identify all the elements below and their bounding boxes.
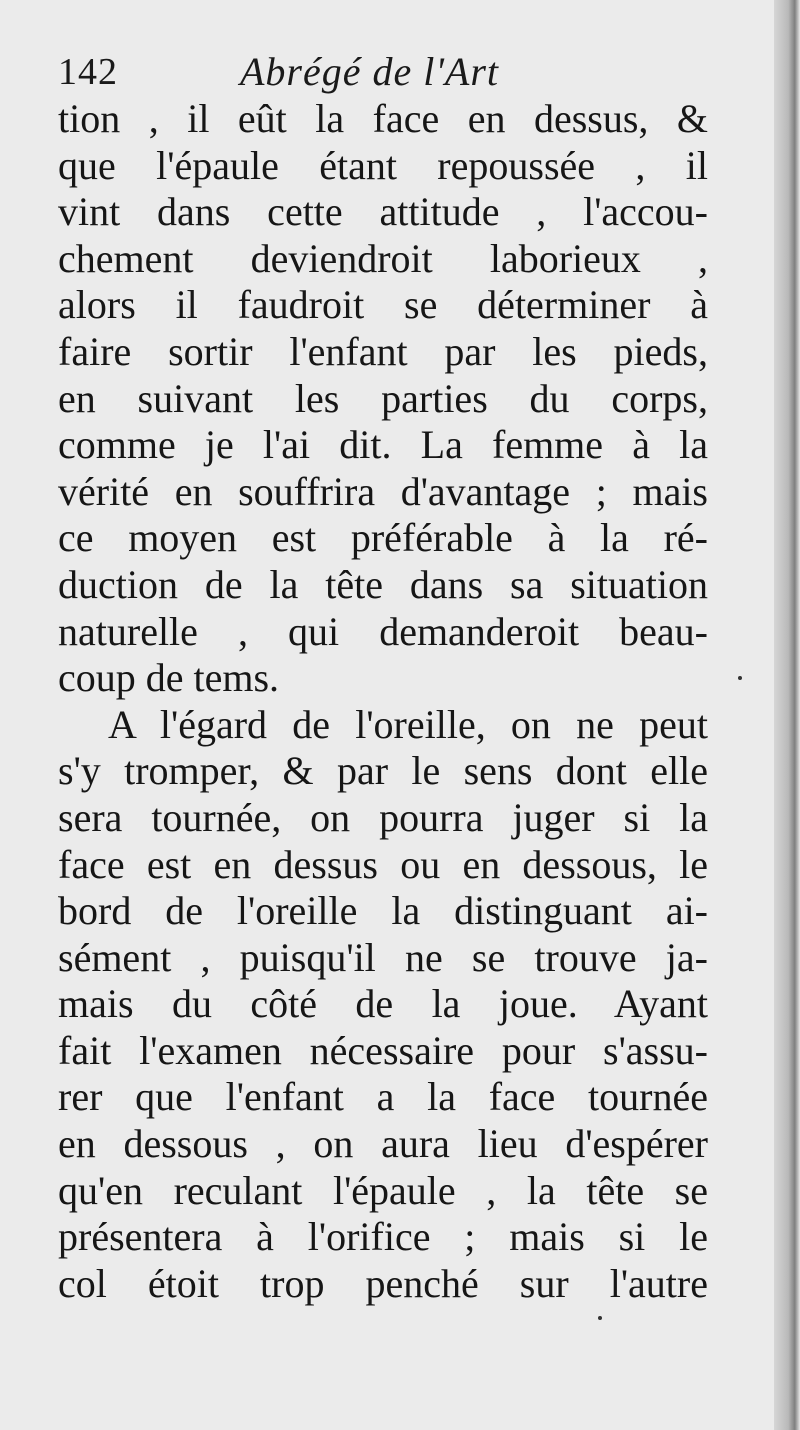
text-line: sera tournée, on pourra juger si la: [58, 794, 708, 840]
text-line: col étoit trop penché sur l'autre: [58, 1260, 708, 1306]
text-line: rer que l'enfant a la face tournée: [58, 1074, 708, 1120]
text-line: alors il faudroit se déterminer à: [58, 282, 708, 328]
running-head: Abrégé de l'Art: [240, 49, 500, 94]
text-line: en suivant les parties du corps,: [58, 375, 708, 421]
paragraph-end-line: coup de tems.: [58, 655, 280, 701]
text-line: faire sortir l'enfant par les pieds,: [58, 328, 708, 374]
text-line: comme je l'ai dit. La femme à la: [58, 422, 708, 468]
text-line: bord de l'oreille la distinguant ai-: [58, 888, 708, 934]
text-line: face est en dessus ou en dessous, le: [58, 841, 708, 887]
text-line: sément , puisqu'il ne se trouve ja-: [58, 934, 708, 980]
text-line: s'y tromper, & par le sens dont elle: [58, 748, 708, 794]
text-line: présentera à l'orifice ; mais si le: [58, 1214, 708, 1260]
body-text: [58, 96, 708, 1307]
page-gutter-shadow: [774, 0, 800, 1430]
text-line: mais du côté de la joue. Ayant: [58, 981, 708, 1027]
ink-speck: [598, 1316, 602, 1320]
text-line: naturelle , qui demanderoit beau-: [58, 608, 708, 654]
text-line: ce moyen est préférable à la ré-: [58, 515, 708, 561]
text-line: duction de la tête dans sa situation: [58, 561, 708, 607]
page-header: [58, 42, 718, 98]
text-line: vint dans cette attitude , l'accou-: [58, 189, 708, 235]
text-line: tion , il eût la face en dessus, &: [58, 96, 708, 141]
page-number: 142: [58, 51, 118, 93]
text-line: que l'épaule étant repoussée , il: [58, 142, 708, 188]
paragraph-start-line: A l'égard de l'oreille, on ne peut: [108, 701, 708, 747]
ink-speck: [738, 676, 742, 680]
text-line: chement deviendroit laborieux ,: [58, 235, 708, 281]
text-line: en dessous , on aura lieu d'espérer: [58, 1121, 708, 1167]
text-line: qu'en reculant l'épaule , la tête se: [58, 1167, 708, 1213]
text-line: fait l'examen nécessaire pour s'assu-: [58, 1027, 708, 1073]
text-line: vérité en souffrira d'avantage ; mais: [58, 468, 708, 514]
